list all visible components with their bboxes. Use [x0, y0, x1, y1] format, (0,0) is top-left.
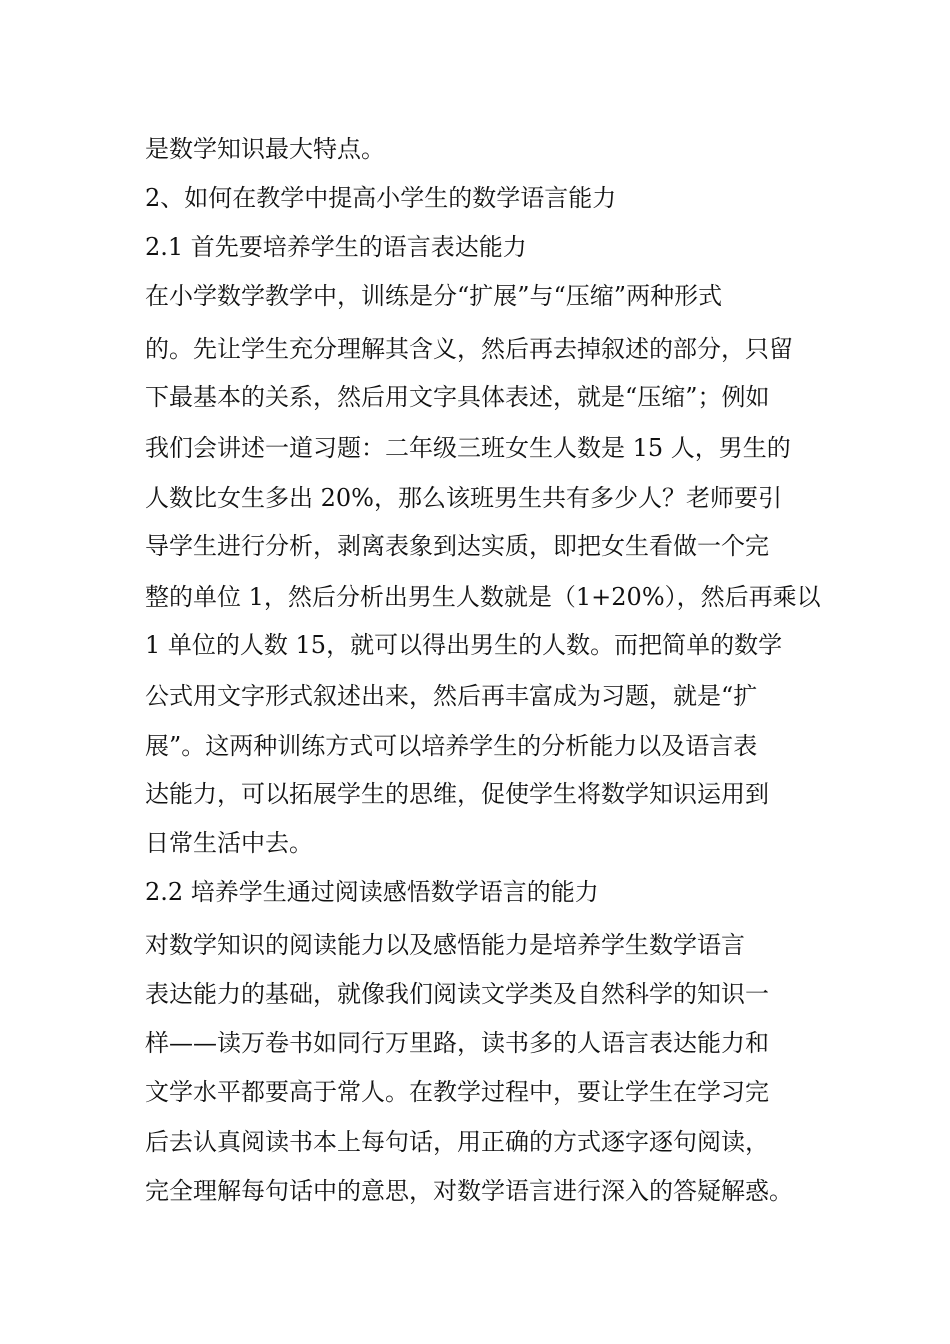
paragraph-line: 对数学知识的阅读能力以及感悟能力是培养学生数学语言: [145, 931, 745, 959]
paragraph-line: 文学水平都要高于常人。在教学过程中，要让学生在学习完: [145, 1078, 769, 1106]
paragraph-line: 下最基本的关系，然后用文字具体表述，就是“压缩”；例如: [145, 383, 770, 411]
paragraph-line: 人数比女生多出 20%，那么该班男生共有多少人？老师要引: [145, 484, 782, 512]
paragraph-line: 日常生活中去。: [145, 829, 313, 857]
paragraph-line: 我们会讲述一道习题：二年级三班女生人数是 15 人，男生的: [145, 434, 791, 462]
paragraph-line: 在小学数学教学中，训练是分“扩展”与“压缩”两种形式: [145, 282, 723, 310]
paragraph-line: 整的单位 1，然后分析出男生人数就是（1+20%），然后再乘以: [145, 583, 821, 611]
paragraph-line: 是数学知识最大特点。: [145, 135, 385, 163]
paragraph-line: 展”。这两种训练方式可以培养学生的分析能力以及语言表: [145, 732, 758, 760]
paragraph-line: 的。先让学生充分理解其含义，然后再去掉叙述的部分，只留: [145, 335, 793, 363]
paragraph-line: 表达能力的基础，就像我们阅读文学类及自然科学的知识一: [145, 980, 769, 1008]
paragraph-line: 公式用文字形式叙述出来，然后再丰富成为习题，就是“扩: [145, 682, 758, 710]
paragraph-line: 完全理解每句话中的意思，对数学语言进行深入的答疑解惑。: [145, 1177, 793, 1205]
paragraph-line: 导学生进行分析，剥离表象到达实质，即把女生看做一个完: [145, 532, 769, 560]
paragraph-line: 达能力，可以拓展学生的思维，促使学生将数学知识运用到: [145, 780, 769, 808]
subsection-heading: 2.1 首先要培养学生的语言表达能力: [145, 233, 527, 261]
subsection-heading: 2.2 培养学生通过阅读感悟数学语言的能力: [145, 878, 599, 906]
paragraph-line: 后去认真阅读书本上每句话，用正确的方式逐字逐句阅读，: [145, 1128, 769, 1156]
paragraph-line: 1 单位的人数 15，就可以得出男生的人数。而把简单的数学: [145, 631, 783, 659]
section-heading: 2、如何在教学中提高小学生的数学语言能力: [145, 184, 617, 212]
paragraph-line: 样——读万卷书如同行万里路，读书多的人语言表达能力和: [145, 1029, 769, 1057]
